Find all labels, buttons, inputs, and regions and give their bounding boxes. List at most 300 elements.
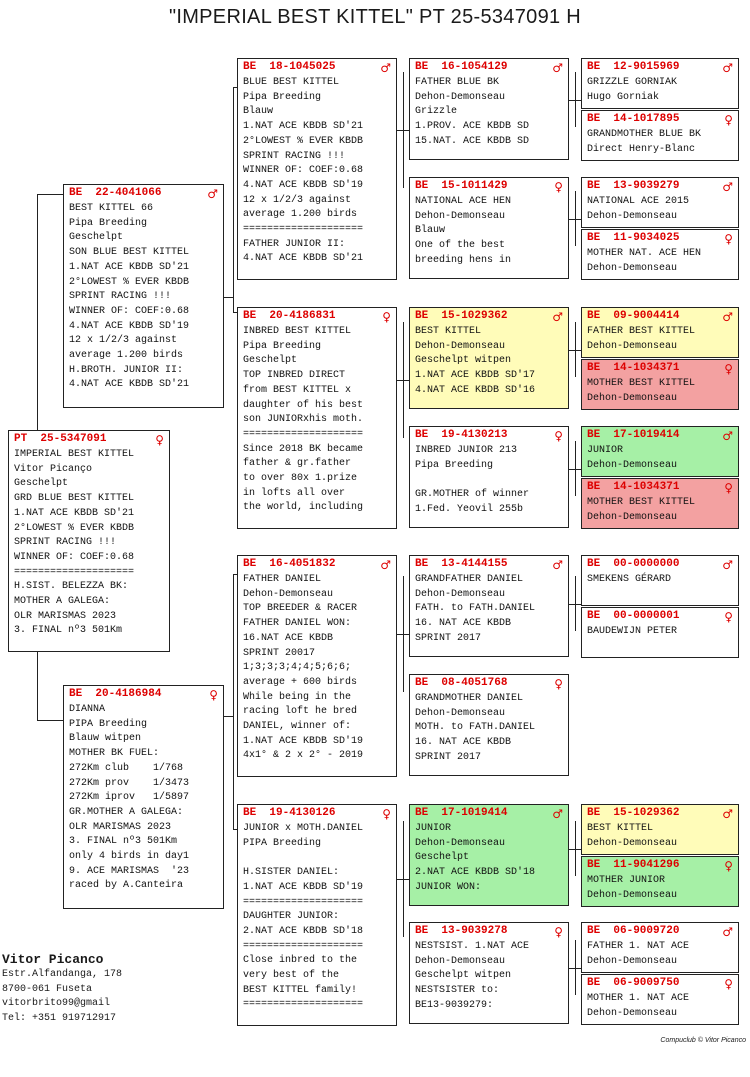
card-line: Dehon-Demonseau <box>587 889 678 901</box>
card-line: INBRED JUNIOR 213 <box>415 445 518 456</box>
connector-line <box>569 100 581 101</box>
pedigree-card-gg-14 <box>581 856 739 907</box>
card-line: Geschelpt <box>415 852 470 864</box>
card-line: average 1.200 birds <box>69 350 184 362</box>
connector-line <box>397 130 409 131</box>
card-line: ==================== <box>243 940 364 952</box>
card-line: average 1.200 birds <box>243 209 358 221</box>
card-header <box>69 688 218 701</box>
female-symbol-icon: ♀ <box>554 676 563 691</box>
male-symbol-icon: ♂ <box>552 806 563 821</box>
card-header <box>415 807 563 820</box>
card-line: Dehon-Demonseau <box>415 707 506 719</box>
card-line: MOTHER A GALEGA: <box>14 596 111 608</box>
card-line: Dehon-Demonseau <box>415 955 506 967</box>
female-symbol-icon: ♀ <box>554 924 563 939</box>
ring-number: BE 16-1054129 <box>415 61 508 73</box>
ring-number: BE 13-9039279 <box>587 180 680 192</box>
card-line: SPRINT RACING !!! <box>69 291 172 303</box>
card-line: 2.NAT ACE KBDB SD'18 <box>243 925 364 937</box>
ring-number: BE 13-9039278 <box>415 925 508 937</box>
card-line: 1.NAT ACE KBDB SD'19 <box>243 735 364 747</box>
card-header <box>587 859 733 872</box>
female-symbol-icon: ♀ <box>382 806 391 821</box>
female-symbol-icon: ♀ <box>724 609 733 624</box>
card-line: JUNIOR <box>415 823 452 834</box>
pedigree-card-gg-10 <box>581 607 739 658</box>
ring-number: BE 16-4051832 <box>243 558 336 570</box>
card-line: MOTH. to FATH.DANIEL <box>415 722 536 734</box>
card-line: PIPA Breeding <box>69 718 148 730</box>
female-symbol-icon: ♀ <box>724 112 733 127</box>
card-line: racing loft he bred <box>243 706 358 718</box>
card-line: Dehon-Demonseau <box>415 837 506 849</box>
connector-line <box>233 574 234 829</box>
ring-number: PT 25-5347091 <box>14 433 107 445</box>
card-line: only 4 birds in day1 <box>69 851 190 863</box>
connector-line <box>37 720 63 721</box>
card-line: the world, including <box>243 502 364 514</box>
breeder-info <box>2 952 122 1026</box>
card-line: IMPERIAL BEST KITTEL <box>14 449 135 460</box>
pedigree-card-mother <box>63 685 224 909</box>
card-header <box>243 558 391 571</box>
card-line: Pipa Breeding <box>243 340 322 352</box>
card-line: Dehon-Demonseau <box>415 210 506 222</box>
female-symbol-icon: ♀ <box>554 428 563 443</box>
card-line: MOTHER JUNIOR <box>587 875 666 886</box>
card-line: GR.MOTHER A GALEGA: <box>69 806 184 818</box>
breeder-postal: 8700-061 Fuseta <box>2 983 93 995</box>
card-line: TOP INBRED DIRECT <box>243 370 346 382</box>
card-line: breeding hens in <box>415 254 512 266</box>
card-line: 2°LOWEST % EVER KBDB <box>243 135 364 147</box>
card-line: Pipa Breeding <box>415 459 494 471</box>
connector-line <box>233 87 234 312</box>
card-header <box>587 180 733 193</box>
pedigree-card-subject <box>8 430 170 652</box>
card-line: average + 600 birds <box>243 676 358 688</box>
card-line: 272Km iprov 1/5897 <box>69 792 190 804</box>
card-line: ==================== <box>243 896 364 908</box>
card-header <box>415 677 563 690</box>
card-line: 3. FINAL nº3 501Km <box>69 836 178 848</box>
pedigree-card-gg-8 <box>581 478 739 529</box>
pedigree-card-mm-sire <box>409 804 569 906</box>
pedigree-card-ff-dam <box>409 177 569 279</box>
pedigree-card-gg-5 <box>581 307 739 358</box>
connector-line <box>397 879 409 880</box>
pedigree-card-father <box>63 184 224 408</box>
ring-number: BE 15-1011429 <box>415 180 508 192</box>
card-line: to over 80x 1.prize <box>243 473 358 485</box>
card-line: Vitor Picanço <box>14 463 93 475</box>
card-line: Dehon-Demonseau <box>587 340 678 352</box>
card-header <box>587 362 733 375</box>
connector-line <box>569 849 581 850</box>
card-header <box>587 113 733 126</box>
card-header <box>415 925 563 938</box>
card-line: from BEST KITTEL x <box>243 384 352 396</box>
card-line: OLR MARISMAS 2023 <box>14 610 117 622</box>
male-symbol-icon: ♂ <box>207 186 218 201</box>
card-header <box>69 187 218 200</box>
card-line: Dehon-Demonseau <box>415 91 506 103</box>
card-line: Geschelpt <box>14 478 69 490</box>
card-line: 1.PROV. ACE KBDB SD <box>415 121 530 133</box>
female-symbol-icon: ♀ <box>155 432 164 447</box>
ring-number: BE 18-1045025 <box>243 61 336 73</box>
pedigree-card-gg-2 <box>581 110 739 161</box>
card-header <box>587 610 733 623</box>
pedigree-card-fm-sire <box>409 307 569 409</box>
card-line: BLUE BEST KITTEL <box>243 77 340 88</box>
card-header <box>587 232 733 245</box>
ring-number: BE 14-1034371 <box>587 481 680 493</box>
card-line: SPRINT 20017 <box>243 647 316 659</box>
card-line: 4.NAT ACE KBDB SD'21 <box>69 379 190 391</box>
ring-number: BE 15-1029362 <box>587 807 680 819</box>
ring-number: BE 11-9034025 <box>587 232 680 244</box>
ring-number: BE 17-1019414 <box>415 807 508 819</box>
male-symbol-icon: ♂ <box>380 557 391 572</box>
card-line: MOTHER BEST KITTEL <box>587 378 696 389</box>
card-line: 1.NAT ACE KBDB SD'21 <box>243 121 364 133</box>
card-line: One of the best <box>415 240 506 252</box>
male-symbol-icon: ♂ <box>722 309 733 324</box>
ring-number: BE 08-4051768 <box>415 677 508 689</box>
card-line: MOTHER NAT. ACE HEN <box>587 248 702 259</box>
card-line: WINNER OF: COEF:0.68 <box>243 165 364 177</box>
card-header <box>415 61 563 74</box>
card-line: Hugo Gorniak <box>587 91 660 103</box>
card-line: NESTSIST. 1.NAT ACE <box>415 941 530 952</box>
card-line: DAUGHTER JUNIOR: <box>243 911 340 923</box>
card-line: GRD BLUE BEST KITTEL <box>14 493 135 505</box>
card-header <box>587 977 733 990</box>
card-line: FATHER DANIEL WON: <box>243 618 352 630</box>
breeder-name: Vitor Picanco <box>2 952 104 967</box>
card-line: Dehon-Demonseau <box>415 340 506 352</box>
card-line: 16. NAT ACE KBDB <box>415 618 512 630</box>
card-line: H.BROTH. JUNIOR II: <box>69 364 184 376</box>
card-line: Geschelpt <box>69 232 124 244</box>
card-line: BEST KITTEL <box>415 326 482 337</box>
card-line: MOTHER BK FUEL: <box>69 748 160 760</box>
card-header <box>415 310 563 323</box>
card-line: daughter of his best <box>243 399 364 411</box>
card-line: 16.NAT ACE KBDB <box>243 632 334 644</box>
breeder-email: vitorbrito99@gmail <box>2 998 111 1009</box>
card-line: BAUDEWIJN PETER <box>587 626 678 637</box>
card-header <box>243 807 391 820</box>
card-line: Geschelpt witpen <box>415 355 512 367</box>
card-line: 9. ACE MARISMAS '23 <box>69 865 190 877</box>
card-line: H.SISTER DANIEL: <box>243 867 340 879</box>
card-line: GRANDMOTHER BLUE BK <box>587 129 702 140</box>
card-line: 4.NAT ACE KBDB SD'21 <box>243 253 364 265</box>
ring-number: BE 14-1034371 <box>587 362 680 374</box>
card-line: PIPA Breeding <box>243 837 322 849</box>
ring-number: BE 06-9009750 <box>587 977 680 989</box>
card-line: ==================== <box>243 999 364 1011</box>
pedigree-card-gg-7 <box>581 426 739 477</box>
connector-line <box>569 350 581 351</box>
card-line: BEST KITTEL 66 <box>69 203 154 214</box>
card-line: Blauw witpen <box>69 733 142 745</box>
card-line: SMEKENS GÉRARD <box>587 574 672 585</box>
female-symbol-icon: ♀ <box>724 480 733 495</box>
pedigree-card-gg-16 <box>581 974 739 1025</box>
card-line: 15.NAT. ACE KBDB SD <box>415 135 530 147</box>
card-header <box>587 429 733 442</box>
card-line: FATHER JUNIOR II: <box>243 238 346 250</box>
card-header <box>587 558 733 571</box>
card-line: Dehon-Demonseau <box>587 210 678 222</box>
pedigree-card-mother-dam <box>237 804 397 1026</box>
card-line: 12 x 1/2/3 against <box>243 194 352 206</box>
card-line: Dehon-Demonseau <box>587 837 678 849</box>
ring-number: BE 17-1019414 <box>587 429 680 441</box>
female-symbol-icon: ♀ <box>724 231 733 246</box>
card-header <box>243 61 391 74</box>
ring-number: BE 09-9004414 <box>587 310 680 322</box>
card-line: Dehon-Demonseau <box>587 392 678 404</box>
card-line: raced by A.Canteira <box>69 880 184 892</box>
connector-line <box>37 651 38 720</box>
card-line: ==================== <box>14 566 135 578</box>
breeder-address: Estr.Alfandanga, 178 <box>2 969 123 980</box>
pedigree-card-fm-dam <box>409 426 569 528</box>
card-line: SPRINT RACING !!! <box>243 150 346 162</box>
pedigree-card-mm-dam <box>409 922 569 1024</box>
card-line: WINNER OF: COEF:0.68 <box>14 551 135 563</box>
card-line: JUNIOR <box>587 445 624 456</box>
card-line: TOP BREEDER & RACER <box>243 603 358 615</box>
pedigree-card-ff-sire <box>409 58 569 160</box>
card-line: 1.NAT ACE KBDB SD'17 <box>415 370 536 382</box>
card-line: in lofts all over <box>243 487 346 499</box>
card-line: 16. NAT ACE KBDB <box>415 737 512 749</box>
female-symbol-icon: ♀ <box>554 179 563 194</box>
card-line: DIANNA <box>69 704 106 715</box>
female-symbol-icon: ♀ <box>382 309 391 324</box>
pedigree-card-gg-3 <box>581 177 739 228</box>
card-line: MOTHER BEST KITTEL <box>587 497 696 508</box>
ring-number: BE 13-4144155 <box>415 558 508 570</box>
card-header <box>587 807 733 820</box>
card-line: 1;3;3;3;4;4;5;6;6; <box>243 662 352 674</box>
male-symbol-icon: ♂ <box>722 924 733 939</box>
card-line: Blauw <box>243 106 274 118</box>
card-header <box>587 481 733 494</box>
card-line: MOTHER 1. NAT ACE <box>587 993 690 1004</box>
female-symbol-icon: ♀ <box>209 687 218 702</box>
card-line: Dehon-Demonseau <box>415 588 506 600</box>
connector-line <box>397 380 409 381</box>
card-line: NATIONAL ACE HEN <box>415 196 512 207</box>
card-line: very best of the <box>243 970 340 982</box>
card-line: Blauw <box>415 225 446 237</box>
card-line: Grizzle <box>415 106 458 118</box>
card-line: GRANDMOTHER DANIEL <box>415 693 524 704</box>
card-line: NESTSISTER to: <box>415 985 500 997</box>
card-line: ==================== <box>243 224 364 236</box>
pedigree-title: "IMPERIAL BEST KITTEL" PT 25-5347091 H <box>168 6 582 28</box>
card-line: Close inbred to the <box>243 955 358 967</box>
card-line: BE13-9039279: <box>415 999 494 1011</box>
card-line: JUNIOR WON: <box>415 881 482 893</box>
pedigree-card-father-dam <box>237 307 397 529</box>
male-symbol-icon: ♂ <box>722 179 733 194</box>
card-line: 4x1° & 2 x 2° - 2019 <box>243 750 364 762</box>
card-header <box>587 310 733 323</box>
card-line: Dehon-Demonseau <box>587 459 678 471</box>
connector-line <box>569 219 581 220</box>
female-symbol-icon: ♀ <box>724 361 733 376</box>
connector-line <box>37 194 63 195</box>
card-line: Geschelpt <box>243 355 298 367</box>
card-line: JUNIOR x MOTH.DANIEL <box>243 823 364 834</box>
ring-number: BE 11-9041296 <box>587 859 680 871</box>
card-header <box>587 925 733 938</box>
card-line: 1.NAT ACE KBDB SD'21 <box>14 507 135 519</box>
card-line: BEST KITTEL <box>587 823 654 834</box>
pedigree-card-mf-sire <box>409 555 569 657</box>
connector-line <box>569 469 581 470</box>
card-line: father & gr.father <box>243 458 352 470</box>
ring-number: BE 14-1017895 <box>587 113 680 125</box>
card-line: 1.NAT ACE KBDB SD'21 <box>69 261 190 273</box>
card-line: 2°LOWEST % EVER KBDB <box>69 276 190 288</box>
pedigree-card-gg-13 <box>581 804 739 855</box>
connector-line <box>224 297 233 298</box>
card-line: FATHER BEST KITTEL <box>587 326 696 337</box>
ring-number: BE 22-4041066 <box>69 187 162 199</box>
pedigree-card-gg-9 <box>581 555 739 606</box>
male-symbol-icon: ♂ <box>722 428 733 443</box>
card-line: Geschelpt witpen <box>415 970 512 982</box>
male-symbol-icon: ♂ <box>722 60 733 75</box>
card-line: OLR MARISMAS 2023 <box>69 821 172 833</box>
pedigree-card-mother-sire <box>237 555 397 777</box>
ring-number: BE 15-1029362 <box>415 310 508 322</box>
card-line <box>243 851 391 866</box>
card-line: GR.MOTHER of winner <box>415 489 530 501</box>
card-line: ==================== <box>243 428 364 440</box>
pedigree-card-gg-4 <box>581 229 739 280</box>
card-header <box>587 61 733 74</box>
ring-number: BE 19-4130213 <box>415 429 508 441</box>
card-line: Dehon-Demonseau <box>587 262 678 274</box>
connector-line <box>569 604 581 605</box>
male-symbol-icon: ♂ <box>722 557 733 572</box>
card-line: GRIZZLE GORNIAK <box>587 77 678 88</box>
card-line: While being in the <box>243 691 352 703</box>
card-line: H.SIST. BELEZZA BK: <box>14 581 129 593</box>
male-symbol-icon: ♂ <box>722 806 733 821</box>
connector-line <box>569 968 581 969</box>
pedigree-card-gg-6 <box>581 359 739 410</box>
ring-number: BE 20-4186831 <box>243 310 336 322</box>
card-line: SPRINT 2017 <box>415 751 482 763</box>
card-line: 1.Fed. Yeovil 255b <box>415 503 524 515</box>
breeder-phone: Tel: +351 919712917 <box>2 1012 117 1024</box>
pedigree-card-father-sire <box>237 58 397 280</box>
card-line: WINNER OF: COEF:0.68 <box>69 305 190 317</box>
male-symbol-icon: ♂ <box>380 60 391 75</box>
card-line: 12 x 1/2/3 against <box>69 335 178 347</box>
pedigree-card-gg-15 <box>581 922 739 973</box>
card-line: FATHER DANIEL <box>243 574 322 585</box>
card-line: Dehon-Demonseau <box>587 1007 678 1019</box>
female-symbol-icon: ♀ <box>724 976 733 991</box>
card-line: Dehon-Demonseau <box>243 588 334 600</box>
card-line: NATIONAL ACE 2015 <box>587 196 690 207</box>
card-line: 1.NAT ACE KBDB SD'19 <box>243 881 364 893</box>
ring-number: BE 20-4186984 <box>69 688 162 700</box>
card-line: Dehon-Demonseau <box>587 955 678 967</box>
card-line: son JUNIORxhis moth. <box>243 414 364 426</box>
card-line: 2.NAT ACE KBDB SD'18 <box>415 867 536 879</box>
card-line: 4.NAT ACE KBDB SD'19 <box>69 320 190 332</box>
card-line: Since 2018 BK became <box>243 443 364 455</box>
card-line: SPRINT RACING !!! <box>14 537 117 549</box>
connector-line <box>397 634 409 635</box>
female-symbol-icon: ♀ <box>724 858 733 873</box>
card-header <box>415 558 563 571</box>
male-symbol-icon: ♂ <box>552 557 563 572</box>
card-line: FATH. to FATH.DANIEL <box>415 603 536 615</box>
connector-line <box>37 194 38 432</box>
card-line: DANIEL, winner of: <box>243 721 352 733</box>
male-symbol-icon: ♂ <box>552 60 563 75</box>
card-line: FATHER BLUE BK <box>415 77 500 88</box>
card-line: BEST KITTEL family! <box>243 984 358 996</box>
card-line: FATHER 1. NAT ACE <box>587 941 690 952</box>
male-symbol-icon: ♂ <box>552 309 563 324</box>
ring-number: BE 00-0000001 <box>587 610 680 622</box>
card-header <box>243 310 391 323</box>
card-line: Pipa Breeding <box>69 217 148 229</box>
card-line: 272Km club 1/768 <box>69 762 184 774</box>
card-line: 4.NAT ACE KBDB SD'19 <box>243 179 364 191</box>
card-line: GRANDFATHER DANIEL <box>415 574 524 585</box>
pedigree-card-mf-dam <box>409 674 569 776</box>
card-line: Direct Henry-Blanc <box>587 143 696 155</box>
card-line: 2°LOWEST % EVER KBDB <box>14 522 135 534</box>
card-line: 4.NAT ACE KBDB SD'16 <box>415 384 536 396</box>
card-line: 272Km prov 1/3473 <box>69 777 190 789</box>
card-line: 3. FINAL nº3 501Km <box>14 625 123 637</box>
card-line: SON BLUE BEST KITTEL <box>69 247 190 259</box>
connector-line <box>224 716 233 717</box>
card-line: INBRED BEST KITTEL <box>243 326 352 337</box>
card-header <box>415 429 563 442</box>
ring-number: BE 00-0000000 <box>587 558 680 570</box>
card-line: Pipa Breeding <box>243 91 322 103</box>
pedigree-card-gg-1 <box>581 58 739 109</box>
ring-number: BE 12-9015969 <box>587 61 680 73</box>
ring-number: BE 06-9009720 <box>587 925 680 937</box>
card-header <box>415 180 563 193</box>
card-line: Dehon-Demonseau <box>587 511 678 523</box>
footer-credit: Compuclub © Vitor Picanco <box>660 1037 746 1044</box>
ring-number: BE 19-4130126 <box>243 807 336 819</box>
card-header <box>14 433 164 446</box>
card-line <box>415 473 563 488</box>
card-line: SPRINT 2017 <box>415 632 482 644</box>
